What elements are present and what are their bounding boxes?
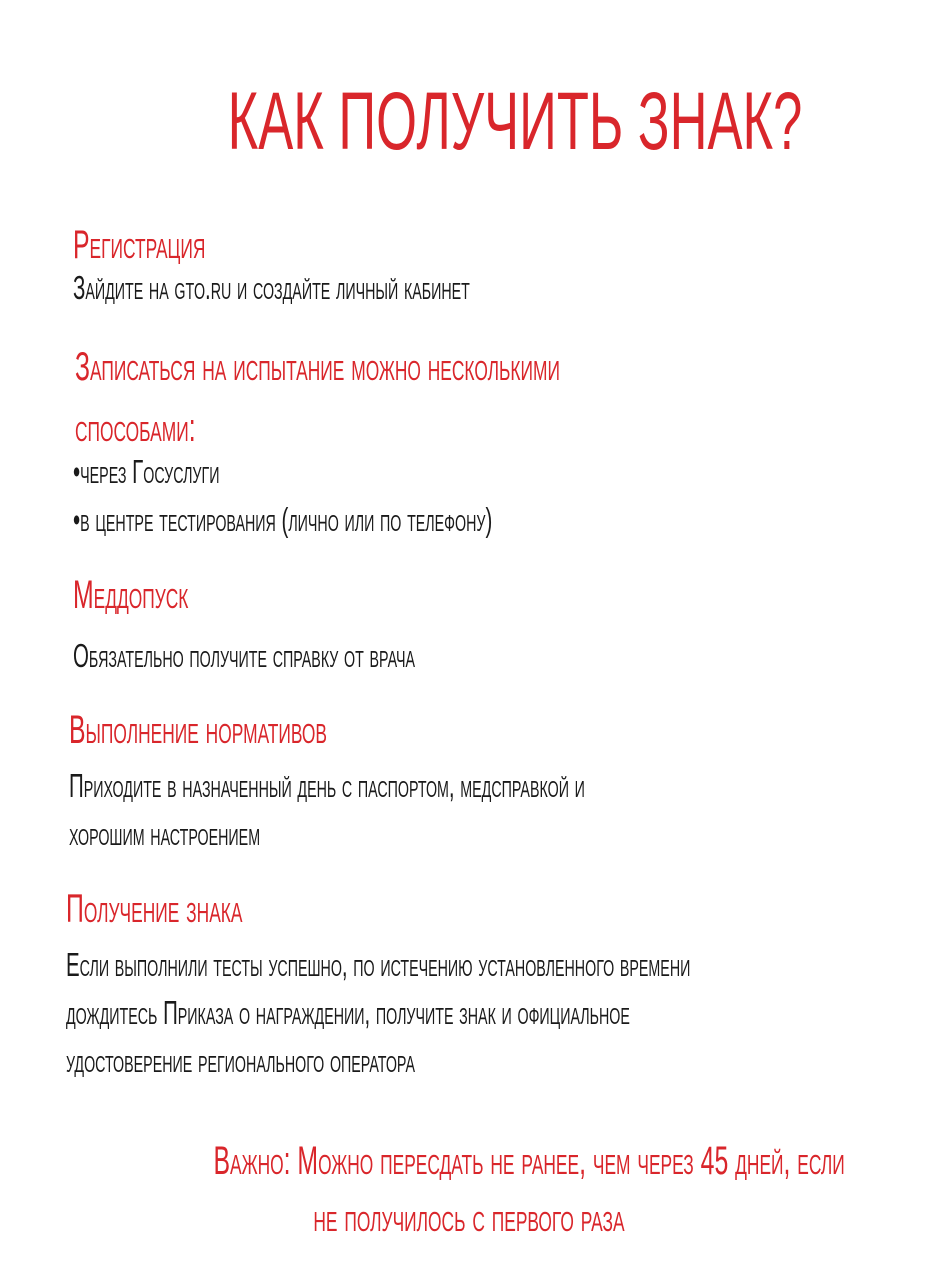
section-heading-medical: Меддопуск <box>73 573 189 617</box>
important-note-line-2 <box>0 1190 938 1246</box>
important-note-line-1 <box>0 1133 938 1189</box>
signup-option-testing-center: •в центре тестирования (лично или по телефону) <box>73 501 493 538</box>
section-heading-signup-line-2: способами: <box>75 406 196 450</box>
section-heading-signup-line-1: Записаться на испытание можно несколькими <box>75 345 560 389</box>
section-heading-registration: Регистрация <box>73 223 206 267</box>
section-text-receiving-line-3: удостоверение регионального оператора <box>66 1042 416 1079</box>
signup-option-gosuslugi: •через Госуслуги <box>73 453 220 490</box>
section-text-medical: Обязательно получите справку от врача <box>73 637 415 674</box>
section-text-standards-line-2: хорошим настроением <box>69 815 261 852</box>
important-note-text-1: Важно: Можно пересдать не ранее, чем через 45 дней, если <box>213 1139 845 1183</box>
section-text-registration: Зайдите на gto.ru и создайте личный кабинет <box>73 269 470 306</box>
section-text-standards-line-1: Приходите в назначенный день с паспортом, медсправкой и <box>69 767 585 804</box>
page-title: КАК ПОЛУЧИТЬ ЗНАК? <box>227 76 803 167</box>
section-text-receiving-line-1: Если выполнили тесты успешно, по истечению установленного времени <box>66 946 691 983</box>
important-note-text-2: не получилось с первого раза <box>313 1196 625 1240</box>
section-heading-standards: Выполнение нормативов <box>69 708 327 752</box>
section-heading-receiving: Получение знака <box>66 887 243 931</box>
section-text-receiving-line-2: дождитесь Приказа о награждении, получите знак и официальное <box>66 994 630 1031</box>
